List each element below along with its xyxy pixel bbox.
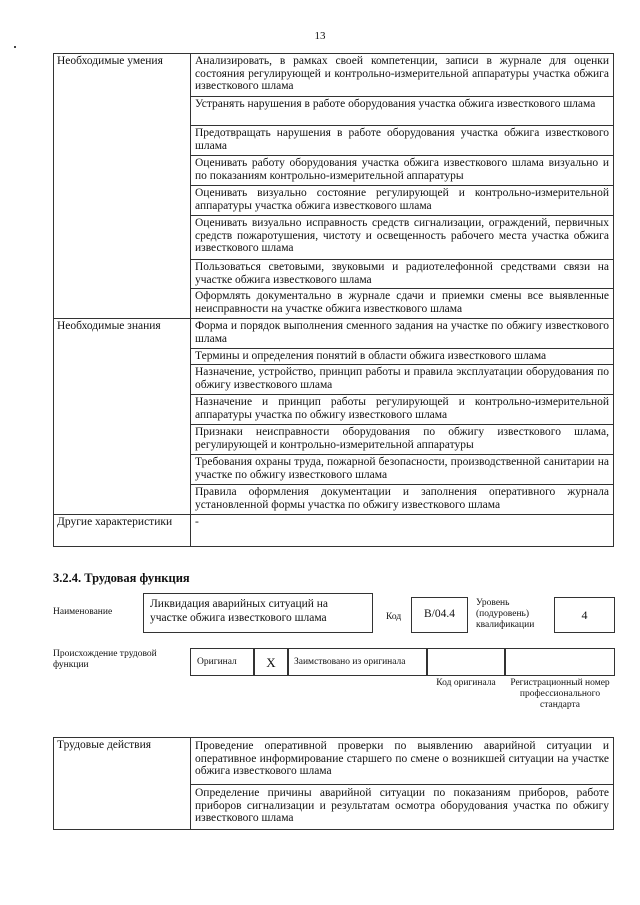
knowledge-item: Назначение, устройство, принцип работы и правила эксплуатации оборудования по обжигу известкового шлама — [191, 365, 614, 395]
skill-item: Пользоваться световыми, звуковыми и радиотелефонной средствами связи на участке обжига известкового шлама — [191, 260, 614, 289]
origin-label: Происхождение трудовой функции — [53, 649, 157, 670]
skill-item: Анализировать, в рамках своей компетенции, записи в журнале для оценки состояния регулирующей и контрольно-измерительной аппаратуры участка обжига известкового шлама — [191, 54, 614, 97]
code-label: Код — [386, 612, 402, 622]
skill-item: Оценивать визуально состояние регулирующей и контрольно-измерительной аппаратуры участка обжига известкового шлама — [191, 186, 614, 216]
knowledge-item: Термины и определения понятий в области обжига известкового шлама — [191, 349, 614, 365]
original-option[interactable] — [190, 648, 254, 676]
name-label: Наименование — [53, 607, 113, 617]
level-label: Уровень (подуровень) квалификации — [476, 598, 535, 630]
knowledge-item: Признаки неисправности оборудования по обжигу известкового шлама, регулирующей и контрольно-измерительной аппаратуры — [191, 425, 614, 455]
reg-number-field[interactable] — [505, 648, 615, 676]
skill-item: Оформлять документально в журнале сдачи и приемки смены все выявленные неисправности на участке обжига известкового шлама — [191, 289, 614, 319]
original-checkbox[interactable] — [254, 648, 288, 676]
function-code: B/04.4 — [411, 597, 468, 633]
labor-actions-table — [53, 737, 614, 830]
original-mark: X — [266, 655, 276, 670]
table-row — [54, 515, 614, 547]
reg-number-caption: Регистрационный номер профессионального стандарта — [510, 678, 610, 710]
original-label: Оригинал — [197, 657, 237, 667]
margin-mark — [14, 46, 16, 48]
skills-knowledge-table — [53, 53, 614, 547]
borrowed-label: Заимствовано из оригинала — [294, 657, 406, 667]
row-label-knowledge: Необходимые знания — [54, 319, 191, 515]
row-label-actions: Трудовые действия — [54, 738, 191, 830]
action-item: Определение причины аварийной ситуации по показаниям приборов, работе приборов сигнализации и результатам осмотра оборудования участка по обжигу известкового шлама — [191, 785, 614, 830]
original-code-field[interactable] — [427, 648, 505, 676]
level-value: 4 — [554, 597, 615, 633]
skill-item: Оценивать визуально исправность средств сигнализации, ограждений, первичных средств пожаротушения, чистоту и освещенность рабочего места участка обжига известкового шлама — [191, 216, 614, 260]
borrowed-option[interactable] — [288, 648, 427, 676]
row-label-other: Другие характеристики — [54, 515, 191, 547]
original-code-caption: Код оригинала — [436, 678, 496, 688]
knowledge-item: Назначение и принцип работы регулирующей и контрольно-измерительной аппаратуры участка по обжигу известкового шлама — [191, 395, 614, 425]
page-number: 13 — [314, 30, 326, 42]
table-row — [54, 319, 614, 349]
other-item: - — [191, 515, 614, 547]
skill-item: Предотвращать нарушения в работе оборудования участка обжига известкового шлама — [191, 126, 614, 156]
knowledge-item: Форма и порядок выполнения сменного задания на участке по обжигу известкового шлама — [191, 319, 614, 349]
section-heading: 3.2.4. Трудовая функция — [53, 571, 190, 585]
action-item: Проведение оперативной проверки по выявлению аварийной ситуации и оперативное информирование старшего по смене о возникшей ситуации на участке обжига известкового шлама — [191, 738, 614, 785]
table-row — [54, 738, 614, 785]
function-name: Ликвидация аварийных ситуаций на участке обжига известкового шлама — [143, 593, 373, 633]
knowledge-item: Требования охраны труда, пожарной безопасности, производственной санитарии на участке по обжигу известкового шлама — [191, 455, 614, 485]
knowledge-item: Правила оформления документации и заполнения оперативного журнала установленной формы участка по обжигу известкового шлама — [191, 485, 614, 515]
skill-item: Устранять нарушения в работе оборудования участка обжига известкового шлама — [191, 97, 614, 126]
row-label-skills: Необходимые умения — [54, 54, 191, 319]
skill-item: Оценивать работу оборудования участка обжига известкового шлама визуально и по показаниям контрольно-измерительной аппаратуры — [191, 156, 614, 186]
table-row — [54, 54, 614, 97]
